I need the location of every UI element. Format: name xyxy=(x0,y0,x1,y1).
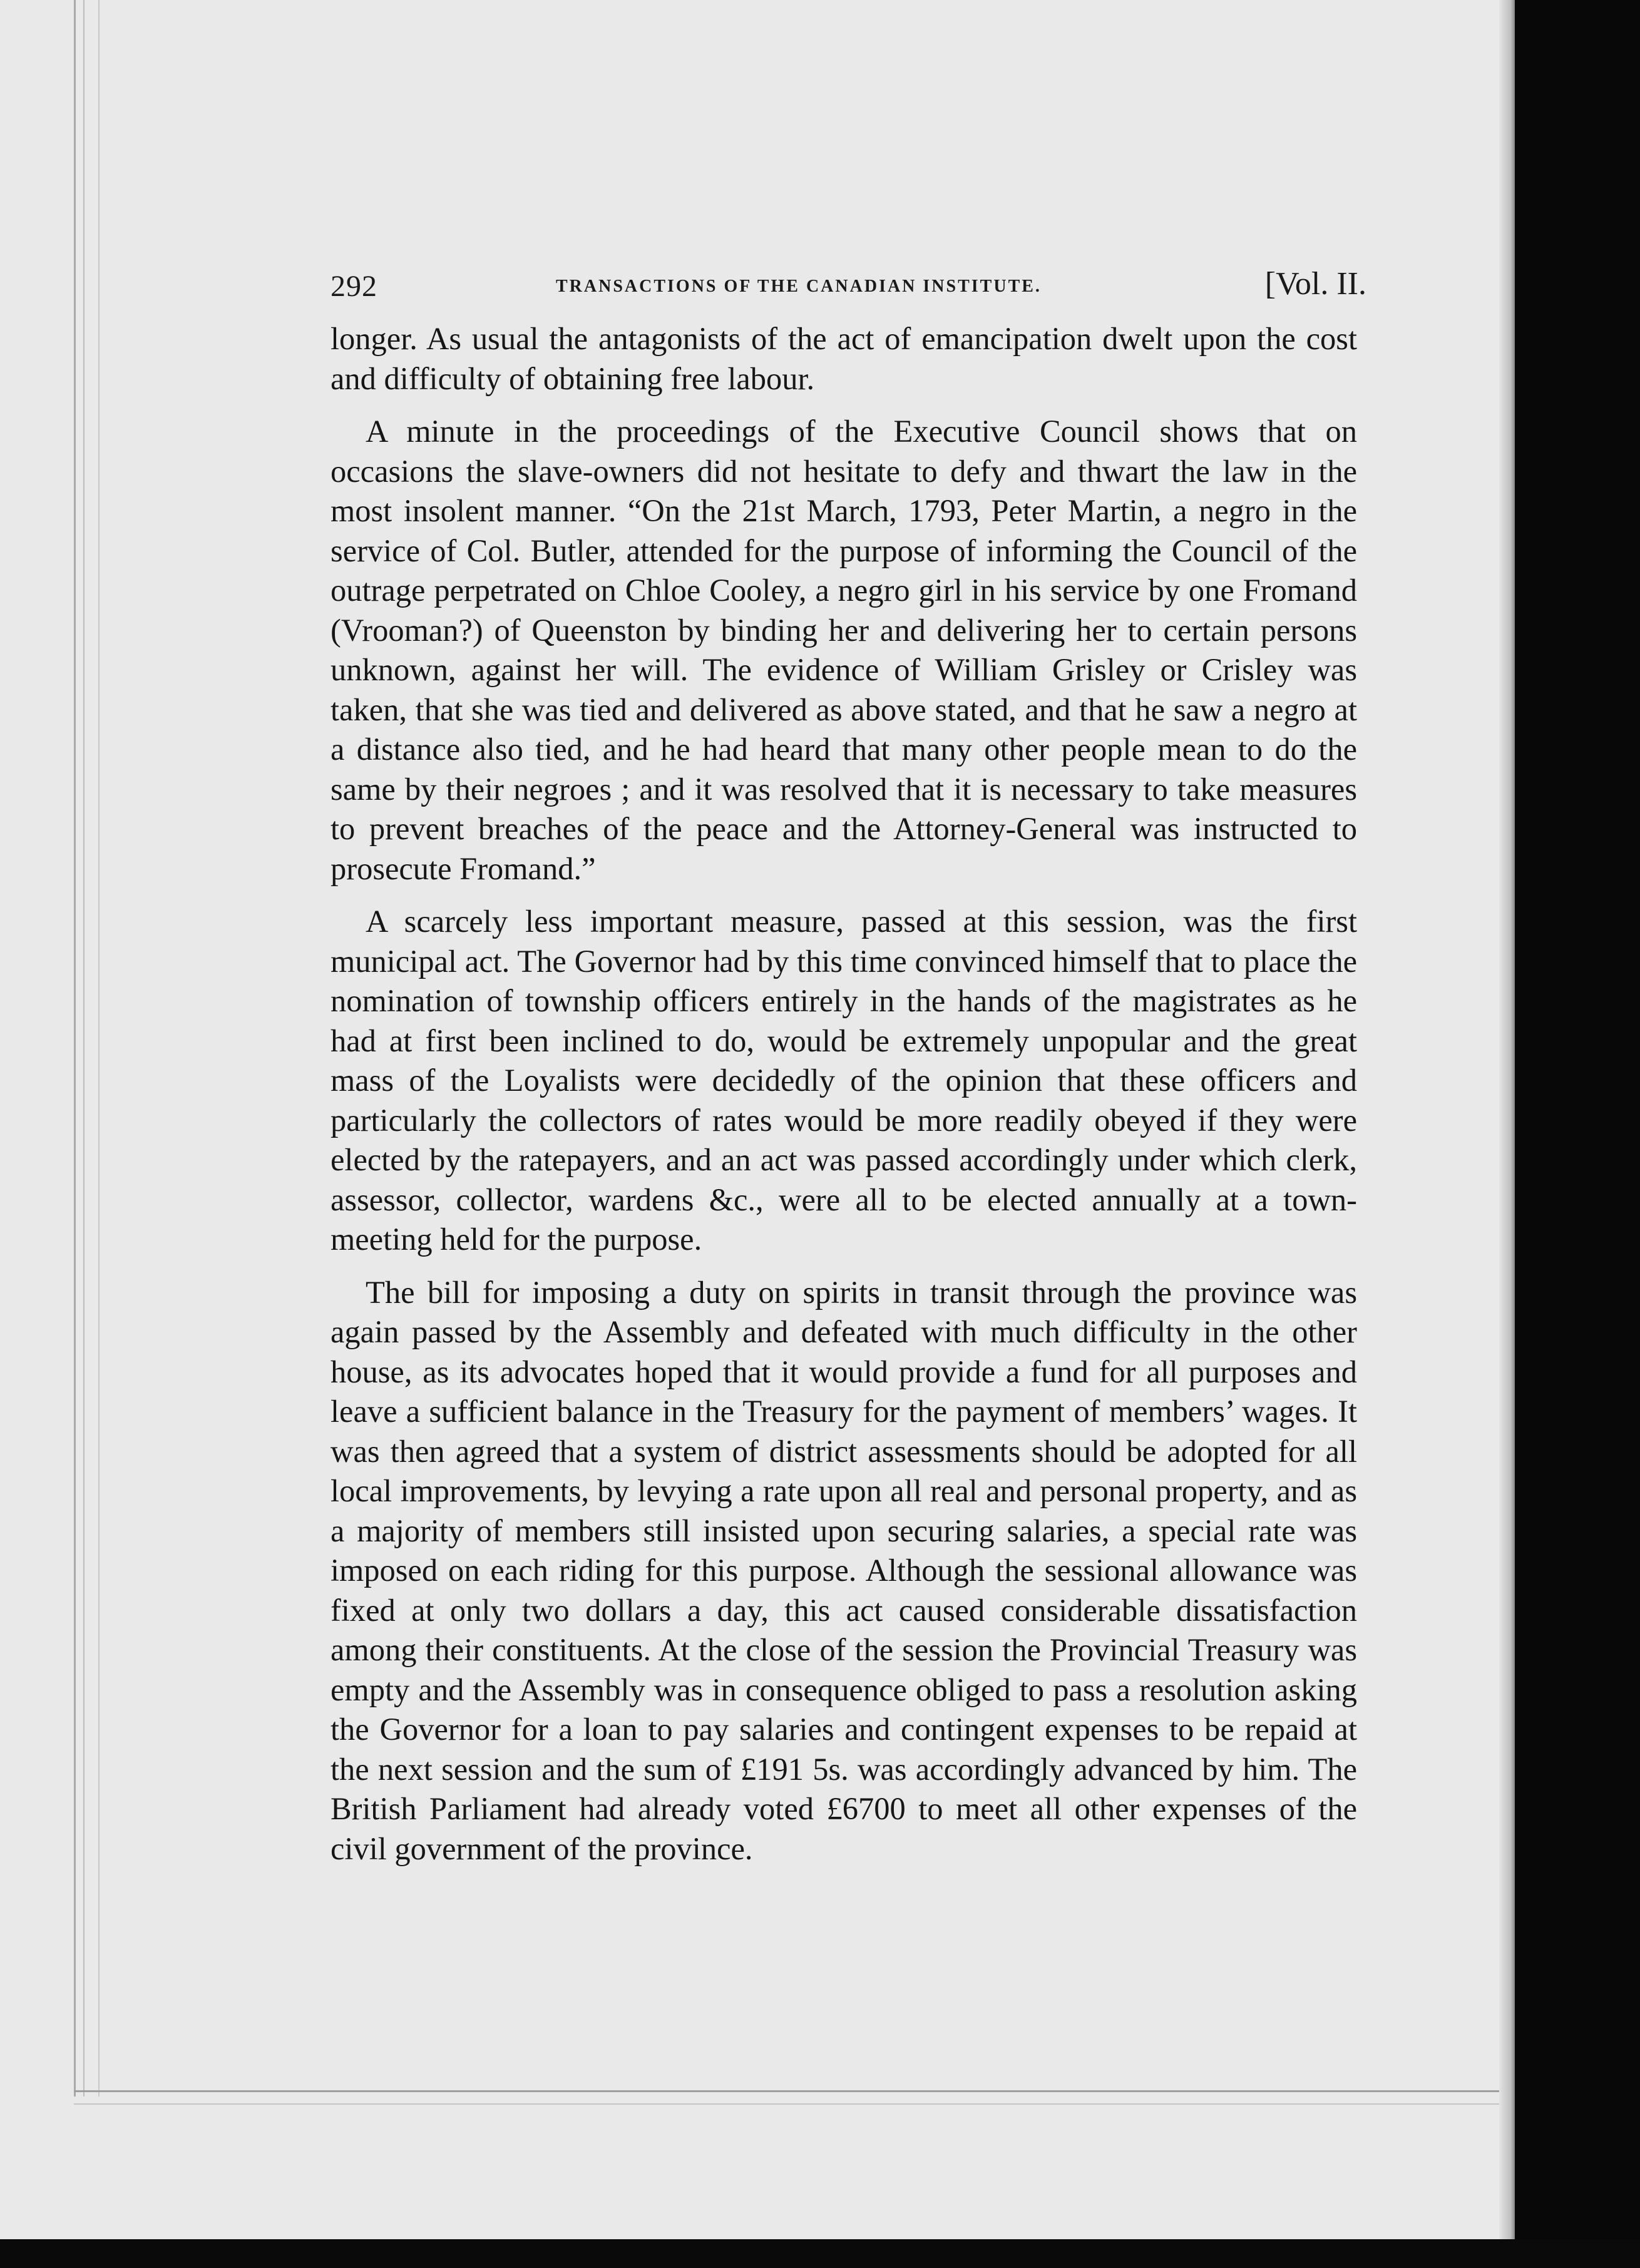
scan-border-lines xyxy=(74,0,100,2097)
paragraph-3: A scarcely less important measure, passed at this session, was the first municipal act. The Governor had by this time convinced himself that to place the nomination of township officers entirely in the hands of the magistrates as he had at first been inclined to do, would be extremely unpopular and the great mass of the Loyalists were decidedly of the opinion that these officers and particularly the collectors of rates would be more readily obeyed if they were elected by the ratepayers, and an act was passed accordingly under which clerk, assessor, collector, wardens &c., were all to be elected annually at a town-meeting held for the purpose. xyxy=(331,904,1357,1257)
volume-label: [Vol. II. xyxy=(1264,266,1366,302)
page-number: 292 xyxy=(331,270,377,303)
body-text xyxy=(331,319,1357,1882)
running-title: TRANSACTIONS OF THE CANADIAN INSTITUTE. xyxy=(556,277,1042,296)
paragraph-2: A minute in the proceedings of the Executive Council shows that on occasions the slave-owners did not hesitate to defy and thwart the law in the most insolent manner. “On the 21st March, 1793, Peter Martin, a negro in the service of Col. Butler, attended for the purpose of informing the Council of the outrage perpetrated on Chloe Cooley, a negro girl in his service by one Fromand (Vrooman?) of Queenston by binding her and delivering her to certain persons unknown, against her will. The evidence of William Grisley or Crisley was taken, that she was tied and delivered as above stated, and that he saw a negro at a distance also tied, and he had heard that many other people mean to do the same by their negroes ; and it was resolved that it is necessary to take measures to prevent breaches of the peace and the Attorney-General was instructed to prosecute Fromand.” xyxy=(331,414,1357,886)
running-header xyxy=(331,264,1366,308)
scan-bottom-margin xyxy=(0,2239,1640,2268)
scan-bottom-lines xyxy=(74,2090,1501,2105)
paragraph-1: longer. As usual the antagonists of the act of emancipation dwelt upon the cost and difficulty of obtaining free labour. xyxy=(331,321,1357,396)
scan-dark-margin xyxy=(1515,0,1640,2268)
paragraph-4: The bill for imposing a duty on spirits in transit through the province was again passed by the Assembly and defeated with much difficulty in the other house, as its advocates hoped that it would provide a fund for all purposes and leave a sufficient balance in the Treasury for the payment of members’ wages. It was then agreed that a system of district assessments should be adopted for all local improvements, by levying a rate upon all real and personal property, and as a majority of members still insisted upon securing salaries, a special rate was imposed on each riding for this purpose. Although the sessional allowance was fixed at only two dollars a day, this act caused considerable dissatisfaction among their constituents. At the close of the session the Provincial Treasury was empty and the Assembly was in consequence obliged to pass a resolution asking the Governor for a loan to pay salaries and contingent expenses to be repaid at the next session and the sum of £191 5s. was accordingly advanced by him. The British Parliament had already voted £6700 to meet all other expenses of the civil government of the province. xyxy=(331,1274,1357,1866)
